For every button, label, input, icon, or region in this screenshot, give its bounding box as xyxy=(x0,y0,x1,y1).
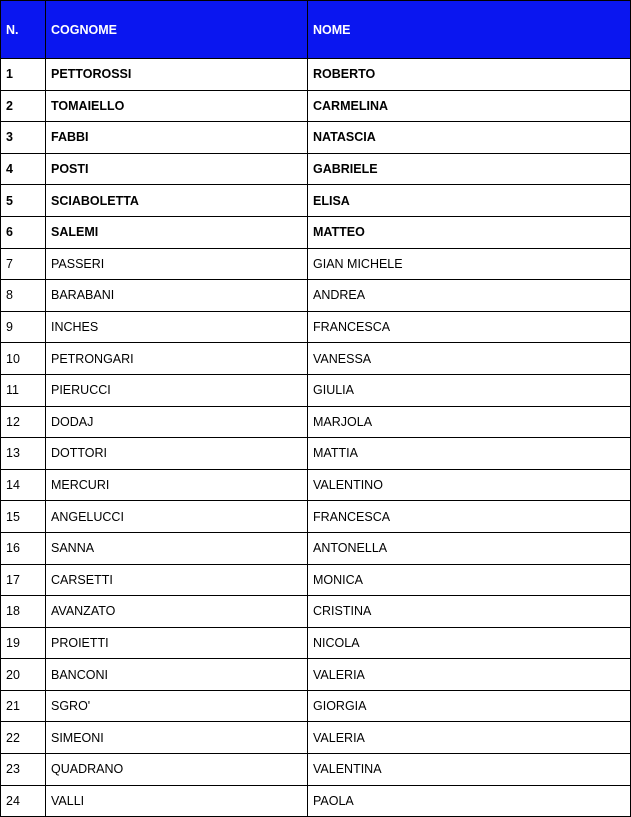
row-cognome: VALLI xyxy=(46,785,308,817)
row-cognome: PROIETTI xyxy=(46,627,308,659)
row-number: 15 xyxy=(1,501,46,533)
row-number: 4 xyxy=(1,153,46,185)
row-nome: VANESSA xyxy=(308,343,631,375)
table-row xyxy=(1,722,631,754)
row-nome: VALENTINO xyxy=(308,469,631,501)
table-row xyxy=(1,690,631,722)
row-nome: ANTONELLA xyxy=(308,532,631,564)
row-cognome: BARABANI xyxy=(46,280,308,312)
row-nome: GABRIELE xyxy=(308,153,631,185)
header-cognome: COGNOME xyxy=(46,1,308,59)
row-nome: MATTIA xyxy=(308,438,631,470)
table-row xyxy=(1,754,631,786)
table-row xyxy=(1,280,631,312)
row-number: 6 xyxy=(1,216,46,248)
table-row xyxy=(1,59,631,91)
row-number: 21 xyxy=(1,690,46,722)
row-cognome: POSTI xyxy=(46,153,308,185)
row-nome: NICOLA xyxy=(308,627,631,659)
row-cognome: PETTOROSSI xyxy=(46,59,308,91)
row-cognome: SANNA xyxy=(46,532,308,564)
row-number: 19 xyxy=(1,627,46,659)
row-number: 8 xyxy=(1,280,46,312)
row-cognome: PETRONGARI xyxy=(46,343,308,375)
row-number: 3 xyxy=(1,122,46,154)
row-number: 2 xyxy=(1,90,46,122)
row-nome: ELISA xyxy=(308,185,631,217)
row-nome: VALENTINA xyxy=(308,754,631,786)
header-number: N. xyxy=(1,1,46,59)
row-nome: GIORGIA xyxy=(308,690,631,722)
row-nome: VALERIA xyxy=(308,722,631,754)
row-cognome: SCIABOLETTA xyxy=(46,185,308,217)
row-number: 10 xyxy=(1,343,46,375)
row-cognome: TOMAIELLO xyxy=(46,90,308,122)
row-number: 11 xyxy=(1,374,46,406)
row-cognome: BANCONI xyxy=(46,659,308,691)
row-number: 17 xyxy=(1,564,46,596)
table-row xyxy=(1,406,631,438)
table-row xyxy=(1,785,631,817)
row-nome: FRANCESCA xyxy=(308,311,631,343)
row-number: 12 xyxy=(1,406,46,438)
row-cognome: PASSERI xyxy=(46,248,308,280)
table-row xyxy=(1,438,631,470)
row-cognome: QUADRANO xyxy=(46,754,308,786)
row-number: 1 xyxy=(1,59,46,91)
table-row xyxy=(1,659,631,691)
table-row xyxy=(1,216,631,248)
header-nome: NOME xyxy=(308,1,631,59)
row-nome: ANDREA xyxy=(308,280,631,312)
row-number: 23 xyxy=(1,754,46,786)
row-number: 20 xyxy=(1,659,46,691)
row-cognome: AVANZATO xyxy=(46,596,308,628)
row-cognome: CARSETTI xyxy=(46,564,308,596)
table-row xyxy=(1,343,631,375)
table-row xyxy=(1,311,631,343)
row-nome: GIAN MICHELE xyxy=(308,248,631,280)
row-number: 22 xyxy=(1,722,46,754)
row-cognome: SGRO' xyxy=(46,690,308,722)
row-number: 9 xyxy=(1,311,46,343)
row-cognome: DOTTORI xyxy=(46,438,308,470)
row-number: 14 xyxy=(1,469,46,501)
row-number: 13 xyxy=(1,438,46,470)
header-row xyxy=(1,1,631,59)
table-body xyxy=(1,59,631,817)
row-cognome: PIERUCCI xyxy=(46,374,308,406)
row-nome: MARJOLA xyxy=(308,406,631,438)
row-nome: MATTEO xyxy=(308,216,631,248)
row-nome: NATASCIA xyxy=(308,122,631,154)
table-row xyxy=(1,469,631,501)
row-cognome: SIMEONI xyxy=(46,722,308,754)
row-cognome: INCHES xyxy=(46,311,308,343)
row-number: 24 xyxy=(1,785,46,817)
table-row xyxy=(1,248,631,280)
table-row xyxy=(1,185,631,217)
row-cognome: MERCURI xyxy=(46,469,308,501)
row-number: 16 xyxy=(1,532,46,564)
table-row xyxy=(1,596,631,628)
table-row xyxy=(1,627,631,659)
row-nome: GIULIA xyxy=(308,374,631,406)
row-number: 7 xyxy=(1,248,46,280)
row-nome: MONICA xyxy=(308,564,631,596)
row-nome: ROBERTO xyxy=(308,59,631,91)
table-row xyxy=(1,90,631,122)
row-number: 18 xyxy=(1,596,46,628)
row-number: 5 xyxy=(1,185,46,217)
table-row xyxy=(1,501,631,533)
table-row xyxy=(1,153,631,185)
table-row xyxy=(1,374,631,406)
row-cognome: DODAJ xyxy=(46,406,308,438)
row-nome: FRANCESCA xyxy=(308,501,631,533)
table-row xyxy=(1,564,631,596)
row-nome: CRISTINA xyxy=(308,596,631,628)
table-row xyxy=(1,122,631,154)
table-row xyxy=(1,532,631,564)
row-nome: PAOLA xyxy=(308,785,631,817)
row-nome: CARMELINA xyxy=(308,90,631,122)
row-cognome: SALEMI xyxy=(46,216,308,248)
row-cognome: FABBI xyxy=(46,122,308,154)
row-nome: VALERIA xyxy=(308,659,631,691)
row-cognome: ANGELUCCI xyxy=(46,501,308,533)
